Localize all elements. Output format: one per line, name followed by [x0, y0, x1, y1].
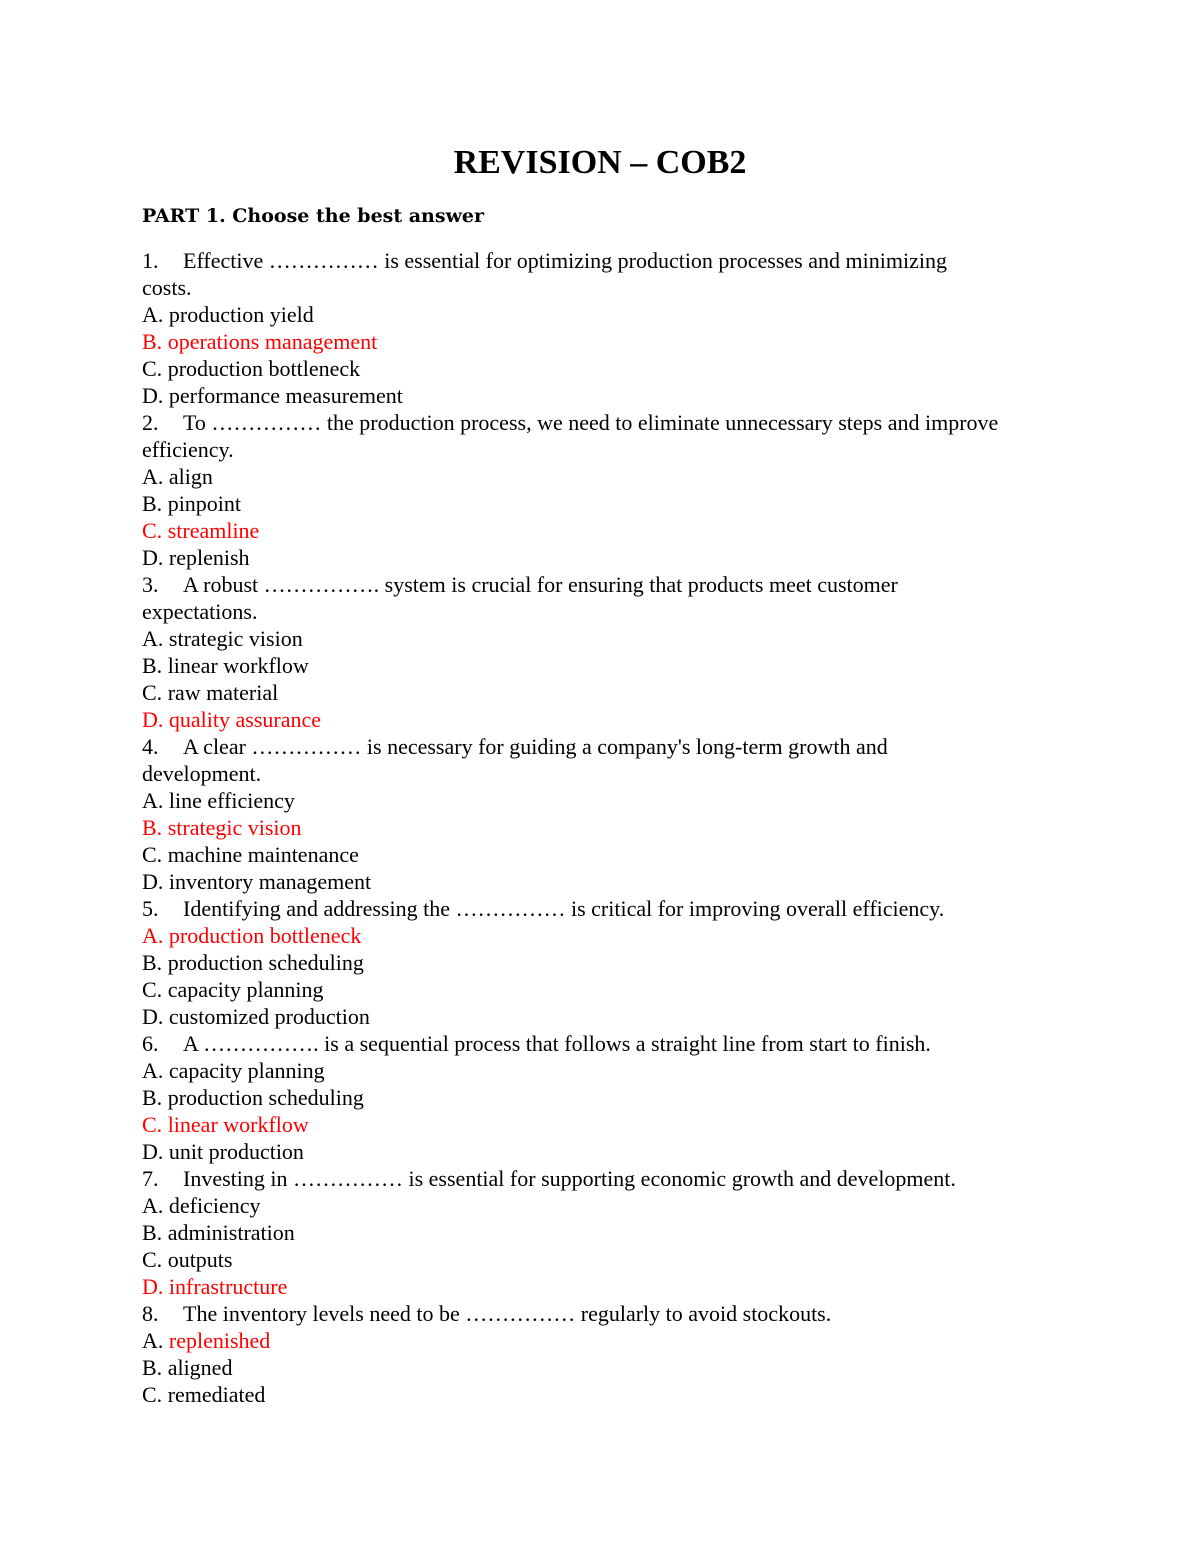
option-letter: D.	[142, 1004, 169, 1029]
option-text: inventory management	[168, 869, 372, 894]
option-letter: A.	[142, 1328, 169, 1353]
option-b-correct-answer	[142, 814, 1072, 841]
option-letter: B.	[142, 653, 168, 678]
option-text: line efficiency	[168, 788, 295, 813]
option-d	[142, 544, 1072, 571]
question-line	[142, 733, 1072, 760]
option-text: pinpoint	[167, 491, 242, 516]
option-text: production scheduling	[167, 1085, 364, 1110]
option-letter: B.	[142, 1085, 168, 1110]
question-line	[142, 409, 1072, 436]
option-text: quality assurance	[168, 707, 321, 732]
option-d	[142, 1138, 1072, 1165]
option-letter: B.	[142, 491, 168, 516]
question	[142, 895, 1072, 1030]
option-text: deficiency	[168, 1193, 261, 1218]
option-c-correct-answer	[142, 1111, 1072, 1138]
option-d-correct-answer	[142, 1273, 1072, 1300]
question-stem: A robust ……………. system is crucial for ensuring that products meet customer	[183, 572, 898, 597]
option-text: linear workflow	[167, 1112, 309, 1137]
option-text: strategic vision	[167, 815, 302, 840]
question-stem: A clear …………… is necessary for guiding a company's long-term growth and	[183, 734, 888, 759]
question-stem: Identifying and addressing the …………… is critical for improving overall efficiency.	[183, 896, 945, 921]
option-letter: A.	[142, 788, 169, 813]
option-text: streamline	[167, 518, 260, 543]
option-letter: D.	[142, 1139, 169, 1164]
option-text: customized production	[168, 1004, 370, 1029]
option-text: aligned	[167, 1355, 233, 1380]
option-text: replenished	[168, 1328, 271, 1353]
option-d	[142, 868, 1072, 895]
question-line: efficiency.	[142, 437, 234, 462]
option-b	[142, 1219, 1072, 1246]
option-letter: D.	[142, 383, 169, 408]
option-b	[142, 949, 1072, 976]
option-letter: D.	[142, 545, 169, 570]
option-text: production scheduling	[167, 950, 364, 975]
option-text: remediated	[167, 1382, 266, 1407]
option-a	[142, 1192, 1072, 1219]
option-text: operations management	[167, 329, 378, 354]
question	[142, 733, 1072, 895]
option-c	[142, 841, 1072, 868]
option-letter: D.	[142, 869, 169, 894]
option-text: infrastructure	[168, 1274, 288, 1299]
option-letter: C.	[142, 518, 168, 543]
option-letter: A.	[142, 1058, 169, 1083]
question-line	[142, 1165, 1072, 1192]
question-line: costs.	[142, 275, 192, 300]
option-c	[142, 1381, 1072, 1408]
option-letter: A.	[142, 302, 169, 327]
question-number: 8.	[142, 1301, 159, 1326]
option-a	[142, 787, 1072, 814]
question-number: 6.	[142, 1031, 159, 1056]
question-stem: To …………… the production process, we need to eliminate unnecessary steps and improve	[183, 410, 999, 435]
option-text: capacity planning	[167, 977, 324, 1002]
question-line	[142, 571, 1072, 598]
option-text: linear workflow	[167, 653, 309, 678]
option-letter: B.	[142, 815, 168, 840]
option-text: production bottleneck	[167, 356, 361, 381]
question-stem: Investing in …………… is essential for supporting economic growth and development.	[183, 1166, 956, 1191]
question-number: 1.	[142, 248, 159, 273]
option-a	[142, 625, 1072, 652]
option-text: production yield	[168, 302, 314, 327]
part-heading: PART 1. Choose the best answer	[142, 205, 485, 227]
option-letter: B.	[142, 1220, 168, 1245]
option-text: align	[168, 464, 213, 489]
option-letter: B.	[142, 950, 168, 975]
option-c	[142, 679, 1072, 706]
question-line: development.	[142, 761, 262, 786]
option-letter: A.	[142, 464, 169, 489]
question	[142, 1030, 1072, 1165]
option-text: performance measurement	[168, 383, 403, 408]
option-letter: D.	[142, 1274, 169, 1299]
option-d-correct-answer	[142, 706, 1072, 733]
question-line: expectations.	[142, 599, 258, 624]
option-text: administration	[167, 1220, 295, 1245]
option-a-correct-answer	[142, 922, 1072, 949]
option-c-correct-answer	[142, 517, 1072, 544]
option-b	[142, 1354, 1072, 1381]
option-text: machine maintenance	[167, 842, 359, 867]
option-letter: C.	[142, 680, 168, 705]
option-letter: C.	[142, 977, 168, 1002]
option-b	[142, 1084, 1072, 1111]
option-letter: C.	[142, 1247, 168, 1272]
question-line	[142, 247, 1072, 274]
question	[142, 247, 1072, 409]
option-a	[142, 463, 1072, 490]
option-b-correct-answer	[142, 328, 1072, 355]
option-letter: C.	[142, 1112, 168, 1137]
question-list	[142, 247, 1072, 1408]
option-letter: B.	[142, 1355, 168, 1380]
page-title: REVISION – COB2	[453, 144, 747, 181]
question-number: 2.	[142, 410, 159, 435]
option-text: production bottleneck	[168, 923, 362, 948]
question-line	[142, 1030, 1072, 1057]
option-letter: B.	[142, 329, 168, 354]
option-text: replenish	[168, 545, 250, 570]
option-letter: A.	[142, 626, 169, 651]
option-text: capacity planning	[168, 1058, 325, 1083]
option-b	[142, 652, 1072, 679]
question-stem: A ……………. is a sequential process that follows a straight line from start to finish.	[183, 1031, 931, 1056]
question-stem: Effective …………… is essential for optimizing production processes and minimizing	[183, 248, 947, 273]
question-number: 3.	[142, 572, 159, 597]
option-text: outputs	[167, 1247, 233, 1272]
option-d	[142, 382, 1072, 409]
question	[142, 1165, 1072, 1300]
option-c	[142, 355, 1072, 382]
question-line	[142, 895, 1072, 922]
option-letter: C.	[142, 842, 168, 867]
option-c	[142, 1246, 1072, 1273]
question-number: 5.	[142, 896, 159, 921]
option-a	[142, 301, 1072, 328]
option-letter: C.	[142, 356, 168, 381]
option-b	[142, 490, 1072, 517]
option-a	[142, 1057, 1072, 1084]
question-stem: The inventory levels need to be …………… regularly to avoid stockouts.	[183, 1301, 832, 1326]
question	[142, 1300, 1072, 1408]
option-letter: D.	[142, 707, 169, 732]
question-number: 7.	[142, 1166, 159, 1191]
option-a-correct-answer	[142, 1327, 1072, 1354]
question-number: 4.	[142, 734, 159, 759]
question-line	[142, 1300, 1072, 1327]
option-text: unit production	[168, 1139, 304, 1164]
option-d	[142, 1003, 1072, 1030]
question	[142, 571, 1072, 733]
option-letter: A.	[142, 1193, 169, 1218]
option-c	[142, 976, 1072, 1003]
option-letter: A.	[142, 923, 169, 948]
question	[142, 409, 1072, 571]
option-text: raw material	[167, 680, 279, 705]
option-letter: C.	[142, 1382, 168, 1407]
option-text: strategic vision	[168, 626, 303, 651]
